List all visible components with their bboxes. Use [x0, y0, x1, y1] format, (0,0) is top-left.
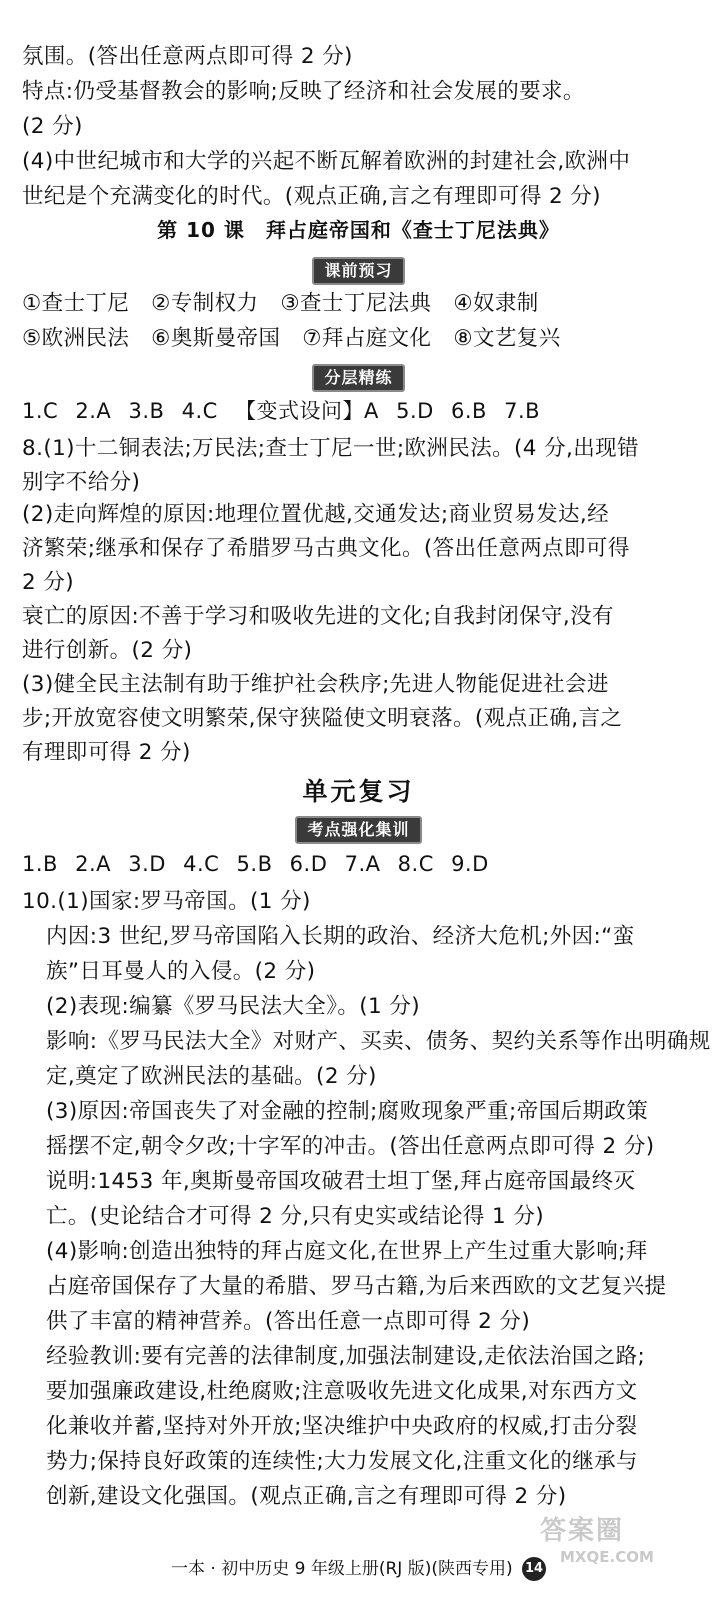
layered-practice-badge: 分层精练 [312, 364, 404, 392]
answer: 【变式设问】A [235, 399, 379, 423]
watermark-logo: 答案圈 [540, 1516, 625, 1546]
answer: 3.D [128, 852, 166, 876]
answer: 9.D [451, 852, 489, 876]
q10-line: 摇摆不定,朝令夕改;十字军的冲击。(答出任意两点即可得 2 分) [46, 1134, 655, 1159]
q10-line: 内因:3 世纪,罗马帝国陷入长期的政治、经济大危机;外因:“蛮 [46, 924, 635, 949]
q8-line: (3)健全民主法制有助于维护社会秩序;先进人物能促进社会进 [22, 672, 609, 697]
q8-line: (2)走向辉煌的原因:地理位置优越,交通发达;商业贸易发达,经 [22, 502, 610, 527]
q8-line: 有理即可得 2 分) [22, 740, 191, 765]
preview-answers-line-1: ①查士丁尼 ②专制权力 ③查士丁尼法典 ④奴隶制 [22, 291, 539, 316]
page-footer [0, 1556, 717, 1582]
footer-text: 一本 · 初中历史 9 年级上册(RJ 版)(陕西专用) [171, 1559, 513, 1579]
text-line: (4)中世纪城市和大学的兴起不断瓦解着欧洲的封建社会,欧洲中 [22, 149, 631, 174]
q10-line: 亡。(史论结合才可得 2 分,只有史实或结论得 1 分) [46, 1204, 545, 1229]
q10-line: 说明:1453 年,奥斯曼帝国攻破君士坦丁堡,拜占庭帝国最终灭 [46, 1169, 636, 1194]
answer: 5.B [236, 852, 273, 876]
q8-line: 2 分) [22, 570, 75, 595]
answer: 2.A [75, 399, 112, 423]
answer: 6.D [289, 852, 328, 876]
answer: 1.C [22, 399, 59, 423]
q10-line: 供了丰富的精神营养。(答出任意一点即可得 2 分) [46, 1309, 531, 1334]
key-points-badge: 考点强化集训 [295, 816, 421, 844]
q8-line: 进行创新。(2 分) [22, 638, 193, 663]
q10-line: 族”日耳曼人的入侵。(2 分) [46, 959, 316, 984]
q10-line: 要加强廉政建设,杜绝腐败;注意吸收先进文化成果,对东西方文 [46, 1379, 638, 1404]
q10-line: 影响:《罗马民法大全》对财产、买卖、债务、契约关系等作出明确规 [46, 1029, 711, 1054]
q10-line: 创新,建设文化强国。(观点正确,言之有理即可得 2 分) [46, 1484, 567, 1509]
preview-badge: 课前预习 [312, 257, 404, 285]
answer: 2.A [75, 852, 112, 876]
lesson-title: 第 10 课 拜占庭帝国和《查士丁尼法典》 [157, 218, 560, 242]
q8-line: 衰亡的原因:不善于学习和吸收先进的文化;自我封闭保守,没有 [22, 604, 614, 629]
answer: 5.D [396, 399, 434, 423]
preview-answers-line-2: ⑤欧洲民法 ⑥奥斯曼帝国 ⑦拜占庭文化 ⑧文艺复兴 [22, 326, 561, 351]
answer: 1.B [22, 852, 58, 876]
text-line: 世纪是个充满变化的时代。(观点正确,言之有理即可得 2 分) [22, 184, 601, 209]
answer: 8.C [397, 852, 434, 876]
answer: 4.C [183, 852, 220, 876]
text-line: (2 分) [22, 114, 83, 139]
page-number: 14 [522, 1557, 546, 1581]
q10-line: 定,奠定了欧洲民法的基础。(2 分) [46, 1064, 377, 1089]
q8-line: 步;开放宽容使文明繁荣,保守狭隘使文明衰落。(观点正确,言之 [22, 706, 623, 731]
q10-line: 占庭帝国保存了大量的希腊、罗马古籍,为后来西欧的文艺复兴提 [46, 1274, 667, 1299]
watermark-url: MXQE.COM [560, 1548, 654, 1566]
q8-line: 别字不给分) [22, 470, 141, 495]
answer: 6.B [450, 399, 487, 423]
answer: 7.A [344, 852, 381, 876]
q10-line: 势力;保持良好政策的连续性;大力发展文化,注重文化的继承与 [46, 1449, 638, 1474]
q10-line: (4)影响:创造出独特的拜占庭文化,在世界上产生过重大影响;拜 [46, 1239, 648, 1264]
unit-review-title: 单元复习 [302, 777, 415, 806]
text-line: 特点:仍受基督教会的影响;反映了经济和社会发展的要求。 [22, 79, 585, 104]
unit-multiple-choice-answers [22, 848, 499, 880]
answer: 7.B [504, 399, 541, 423]
answer: 3.B [128, 399, 165, 423]
multiple-choice-answers [22, 395, 550, 427]
q10-line: 经验教训:要有完善的法律制度,加强法制建设,走依法治国之路; [46, 1344, 646, 1369]
q8-line: 济繁荣;继承和保存了希腊罗马古典文化。(答出任意两点即可得 [22, 536, 630, 561]
q10-line: (3)原因:帝国丧失了对金融的控制;腐败现象严重;帝国后期政策 [46, 1099, 649, 1124]
q8-line: 8.(1)十二铜表法;万民法;查士丁尼一世;欧洲民法。(4 分,出现错 [22, 436, 639, 461]
text-line: 氛围。(答出任意两点即可得 2 分) [22, 44, 353, 69]
q10-line: 化兼收并蓄,坚持对外开放;坚决维护中央政府的权威,打击分裂 [46, 1414, 638, 1439]
q10-line: (2)表现:编纂《罗马民法大全》。(1 分) [46, 994, 421, 1019]
q10-line: 10.(1)国家:罗马帝国。(1 分) [22, 889, 311, 914]
answer: 4.C [181, 399, 218, 423]
